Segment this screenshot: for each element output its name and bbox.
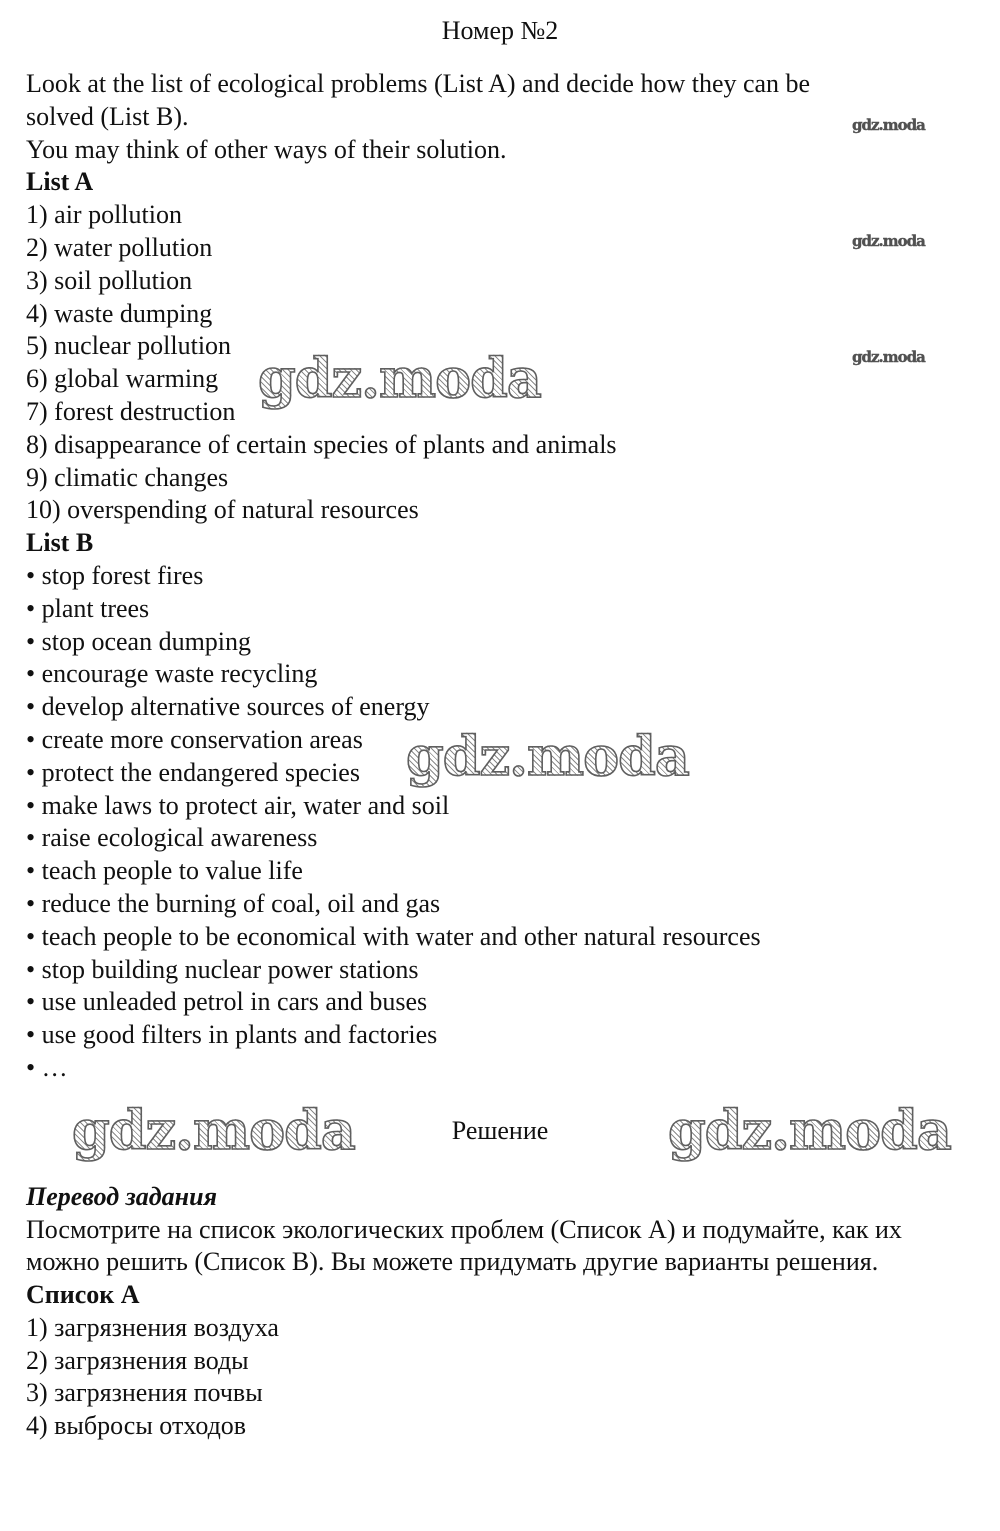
watermark-large: gdz.moda [72,1098,355,1162]
list-a-item: 7) forest destruction [26,396,236,426]
list-a-item: 1) air pollution [26,200,182,230]
translation-list-item: 3) загрязнения почвы [26,1378,263,1408]
watermark-small: gdz.moda [852,116,925,134]
watermark-large: gdz.moda [258,346,541,410]
translation-list-item: 2) загрязнения воды [26,1345,249,1375]
translation-list-heading: Список А [26,1280,140,1310]
list-b-item: • … [26,1052,68,1082]
list-b-item: • use unleaded petrol in cars and buses [26,987,428,1017]
watermark-large: gdz.moda [668,1098,951,1162]
list-b-item: • plant trees [26,593,150,623]
intro-line-3: You may think of other ways of their solution. [26,134,507,164]
list-b-item: • develop alternative sources of energy [26,692,430,722]
translation-text: Посмотрите на список экологических проблем (Список А) и подумайте, как их можно решить (Список В). Вы можете придумать другие варианты решения. [26,1214,902,1277]
intro-line-2: solved (List B). [26,101,189,131]
list-b-item: • teach people to be economical with water and other natural resources [26,921,761,951]
list-b-item: • teach people to value life [26,856,303,886]
translation-list-item: 4) выбросы отходов [26,1411,247,1441]
watermark-small: gdz.moda [852,232,925,250]
list-a-item: 10) overspending of natural resources [26,495,419,525]
list-b [26,560,986,1085]
list-a-heading: List A [26,167,94,197]
list-b-item: • use good filters in plants and factories [26,1020,438,1050]
list-b-item: • stop forest fires [26,560,204,590]
watermark-large: gdz.moda [406,724,689,788]
translation-list-item: 1) загрязнения воздуха [26,1312,279,1342]
list-a-item: 9) climatic changes [26,462,229,492]
list-a-item: 2) water pollution [26,232,213,262]
watermark-small: gdz.moda [852,348,925,366]
list-a-item: 4) waste dumping [26,298,213,328]
list-b-item: • stop ocean dumping [26,626,252,656]
list-a-item: 3) soil pollution [26,265,193,295]
list-b-heading: List B [26,528,94,558]
list-b-item: • encourage waste recycling [26,659,318,689]
solution-label: Решение [451,1115,549,1145]
list-b-item: • reduce the burning of coal, oil and gas [26,888,441,918]
list-a-item: 8) disappearance of certain species of plants and animals [26,429,617,459]
list-b-item: • protect the endangered species [26,757,360,787]
list-a-item: 5) nuclear pollution [26,331,232,361]
translation-list [26,1312,986,1443]
list-b-item: • raise ecological awareness [26,823,318,853]
list-b-item: • create more conservation areas [26,724,363,754]
list-b-item: • stop building nuclear power stations [26,954,419,984]
list-b-item: • make laws to protect air, water and soil [26,790,450,820]
page-title: Номер №2 [441,16,559,45]
list-a-item: 6) global warming [26,364,219,394]
translation-heading: Перевод задания [26,1181,217,1211]
intro-line-1: Look at the list of ecological problems (List A) and decide how they can be [26,69,811,98]
